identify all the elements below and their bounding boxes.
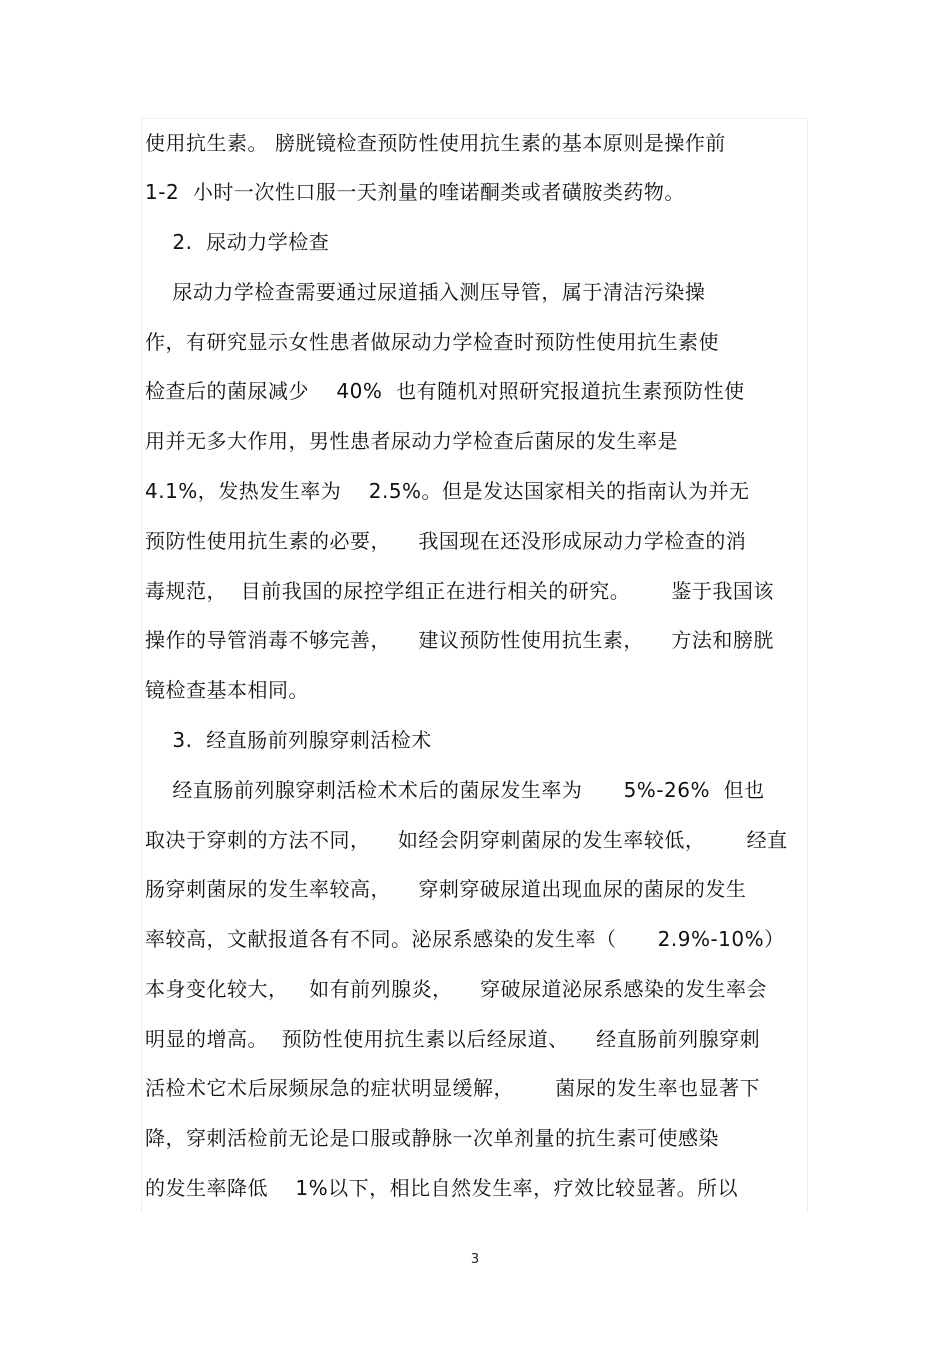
text-line: 活检术它术后尿频尿急的症状明显缓解， 菌尿的发生率也显著下 bbox=[145, 1076, 761, 1100]
text-line: 肠穿刺菌尿的发生率较高， 穿刺穿破尿道出现血尿的菌尿的发生 bbox=[145, 877, 747, 901]
text-line: 使用抗生素。 膀胱镜检查预防性使用抗生素的基本原则是操作前 bbox=[145, 131, 726, 155]
text-line: 作，有研究显示女性患者做尿动力学检查时预防性使用抗生素使 bbox=[145, 330, 719, 354]
text-line: 的发生率降低 1%以下，相比自然发生率，疗效比较显著。所以 bbox=[145, 1176, 739, 1200]
document-body bbox=[141, 118, 808, 1212]
text-line: 本身变化较大， 如有前列腺炎， 穿破尿道泌尿系感染的发生率会 bbox=[145, 977, 768, 1001]
text-line: 用并无多大作用，男性患者尿动力学检查后菌尿的发生率是 bbox=[145, 429, 678, 453]
text-line: 尿动力学检查需要通过尿道插入测压导管，属于清洁污染操 bbox=[145, 280, 706, 304]
text-line: 率较高，文献报道各有不同。泌尿系感染的发生率（ 2.9%-10%） bbox=[145, 927, 785, 951]
text-line: 明显的增高。 预防性使用抗生素以后经尿道、 经直肠前列腺穿刺 bbox=[145, 1027, 761, 1051]
section-heading: 2. 尿动力学检查 bbox=[145, 230, 330, 254]
text-line: 4.1%，发热发生率为 2.5%。但是发达国家相关的指南认为并无 bbox=[145, 479, 750, 503]
text-line: 操作的导管消毒不够完善， 建议预防性使用抗生素， 方法和膀胱 bbox=[145, 628, 774, 652]
text-line: 预防性使用抗生素的必要， 我国现在还没形成尿动力学检查的消 bbox=[145, 529, 747, 553]
text-line: 经直肠前列腺穿刺活检术术后的菌尿发生率为 5%-26% 但也 bbox=[145, 778, 765, 802]
text-line: 镜检查基本相同。 bbox=[145, 678, 309, 702]
section-heading: 3. 经直肠前列腺穿刺活检术 bbox=[145, 728, 432, 752]
text-line: 降，穿刺活检前无论是口服或静脉一次单剂量的抗生素可使感染 bbox=[145, 1126, 719, 1150]
text-line: 1-2 小时一次性口服一天剂量的喹诺酮类或者磺胺类药物。 bbox=[145, 180, 685, 204]
page-number: 3 bbox=[470, 1252, 480, 1267]
text-line: 毒规范， 目前我国的尿控学组正在进行相关的研究。 鉴于我国该 bbox=[145, 579, 774, 603]
text-line: 取决于穿刺的方法不同， 如经会阴穿刺菌尿的发生率较低， 经直 bbox=[145, 828, 788, 852]
text-line: 检查后的菌尿减少 40% 也有随机对照研究报道抗生素预防性使 bbox=[145, 379, 745, 403]
